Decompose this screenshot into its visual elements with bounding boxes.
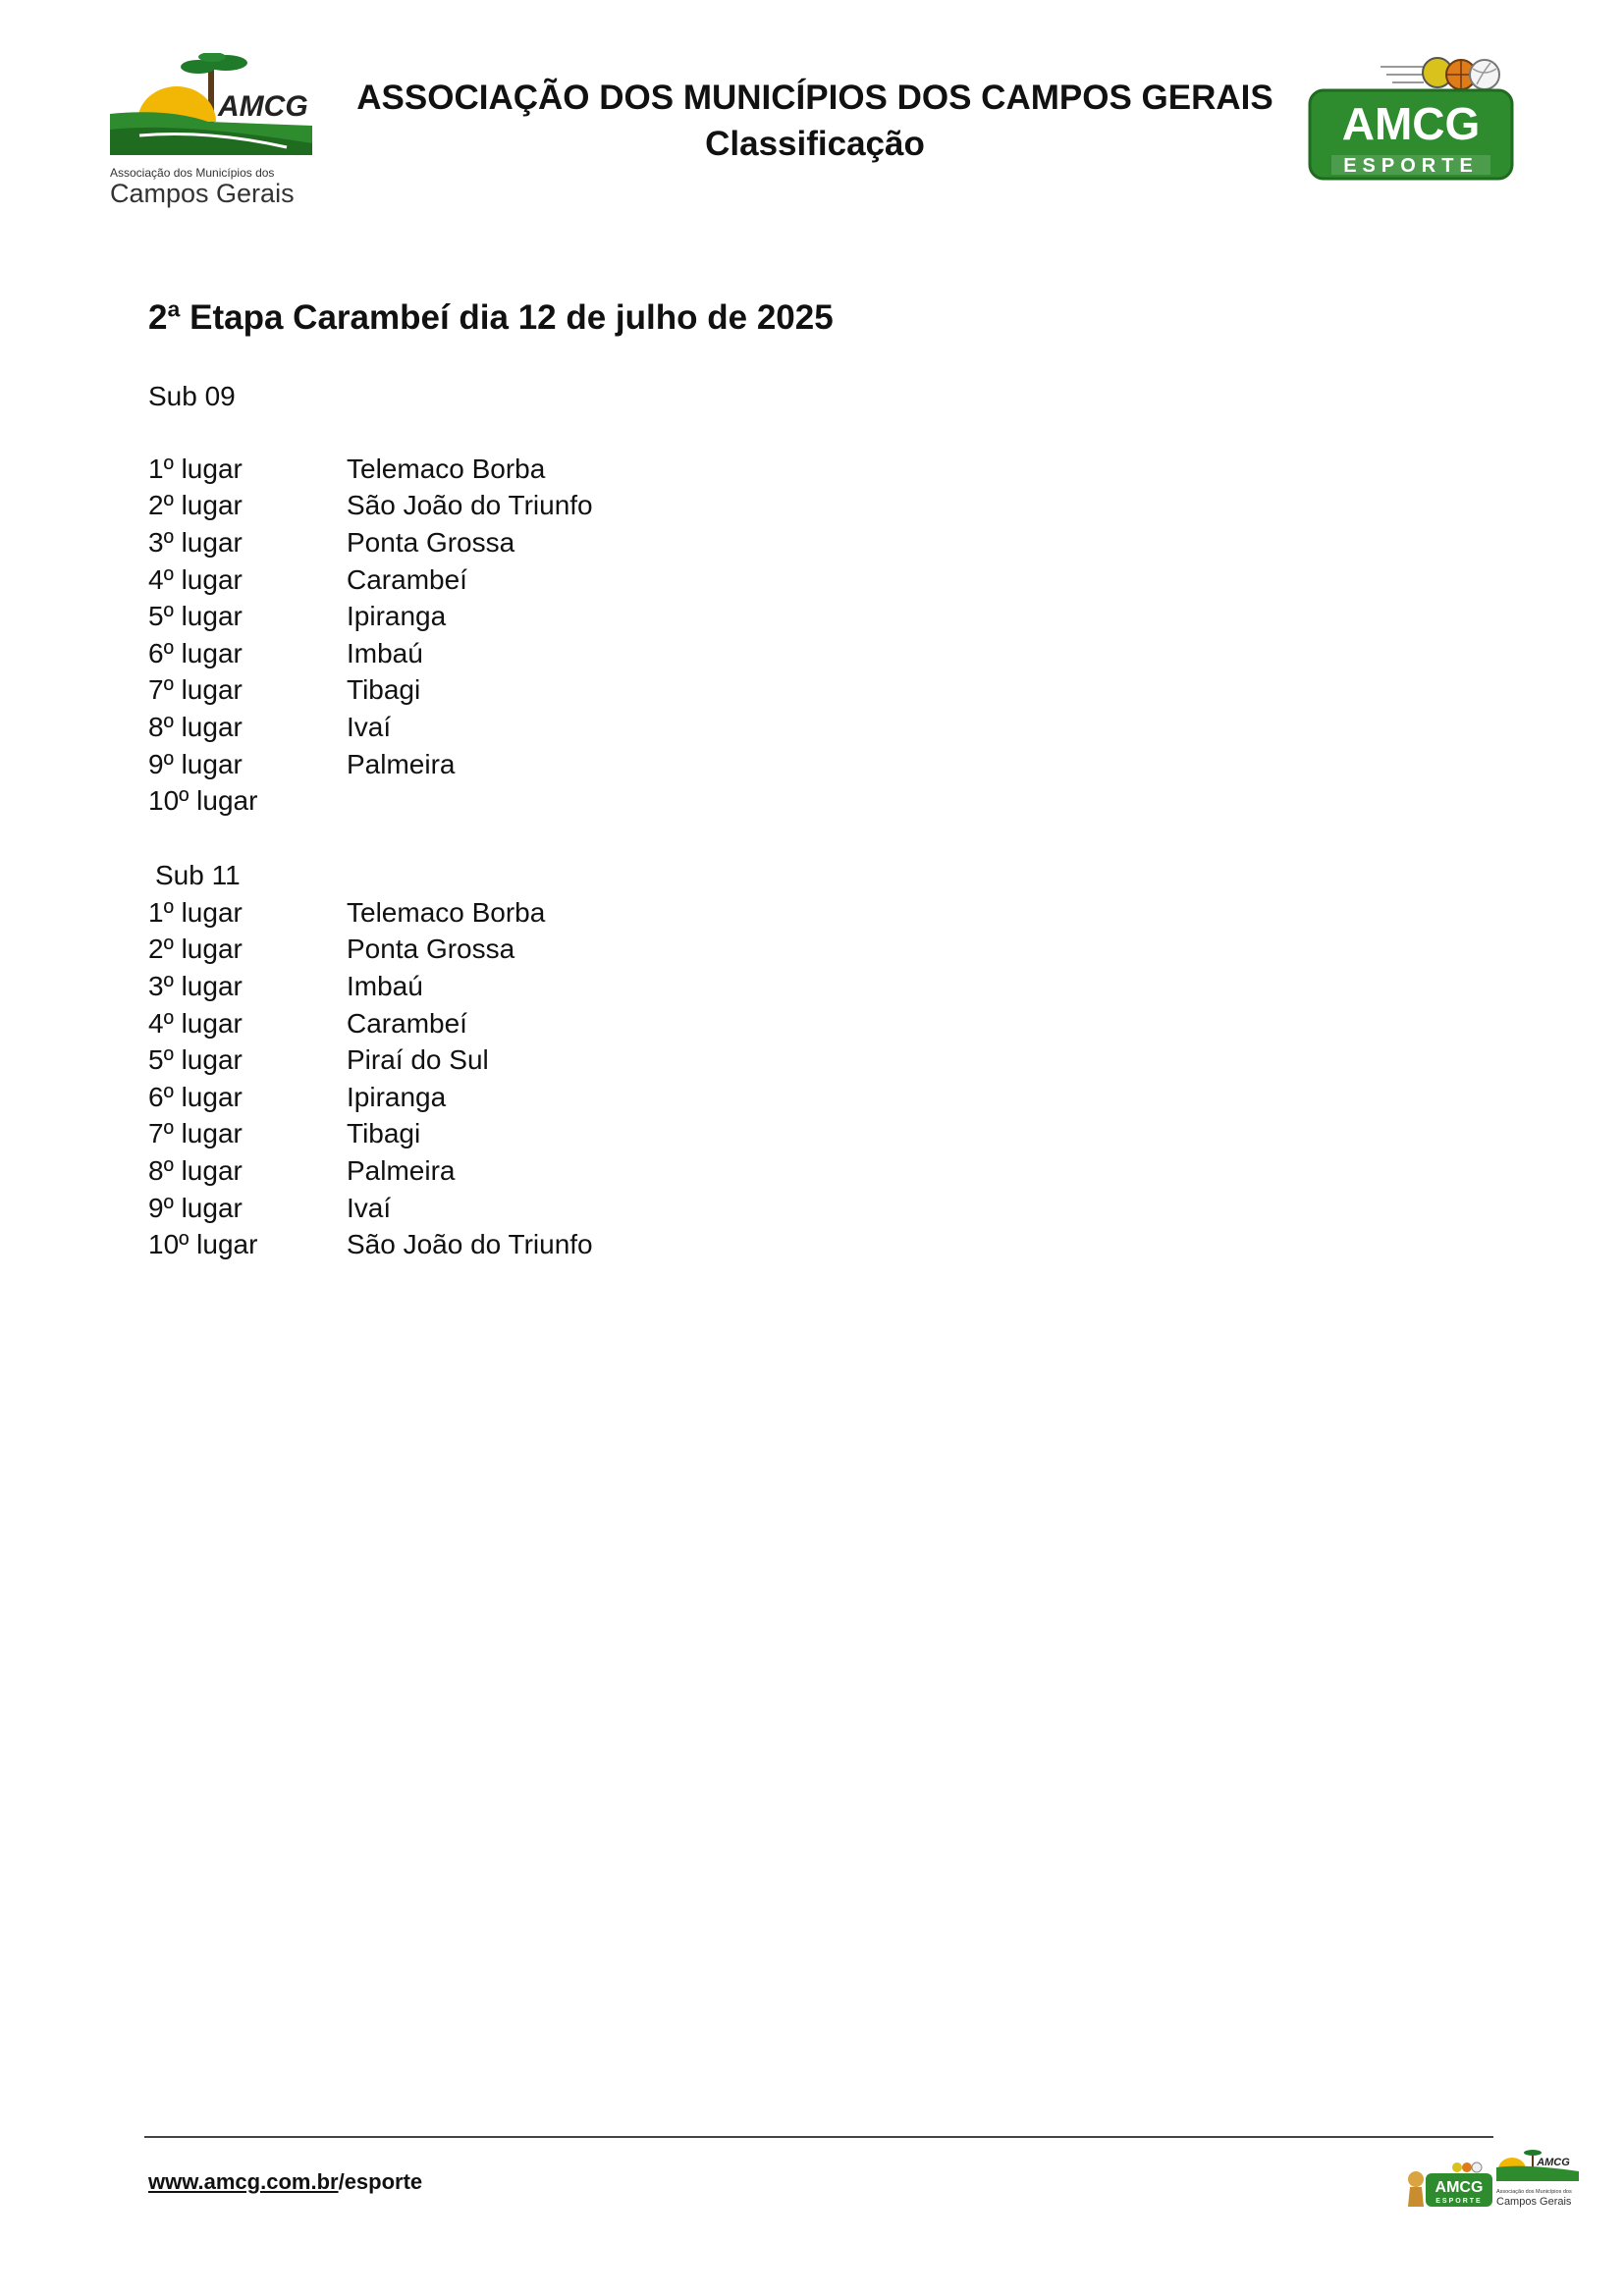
header-subtitle: Classificação [705,125,925,163]
team-name: Ponta Grossa [347,526,515,558]
team-name: Carambeí [347,1007,467,1039]
place-label: 7º lugar [148,674,243,706]
place-label: 10º lugar [148,785,258,817]
place-label: 8º lugar [148,1154,243,1186]
category-label-sub11: Sub 11 [155,860,241,890]
place-label: 7º lugar [148,1118,243,1149]
footer-assoc-line1: Associação dos Municípios dos [1496,2189,1572,2195]
left-logo-line1: Associação dos Municípios dos [110,166,275,180]
ranking-row [148,709,737,746]
ranking-row [148,782,737,820]
ranking-row [148,746,737,783]
place-label: 5º lugar [148,601,243,632]
ranking-row [148,1190,737,1227]
team-name: Ponta Grossa [347,934,515,965]
left-logo-brand: AMCG [218,90,308,123]
ranking-row [148,894,737,932]
team-name: Palmeira [347,1154,456,1186]
team-name: São João do Triunfo [347,1229,593,1260]
place-label: 2º lugar [148,934,243,965]
footer-assoc-line2: Campos Gerais [1496,2196,1572,2208]
place-label: 10º lugar [148,1229,258,1260]
ranking-row [148,1079,737,1116]
place-label: 8º lugar [148,711,243,742]
header-title: ASSOCIAÇÃO DOS MUNICÍPIOS DOS CAMPOS GERAIS [356,79,1273,117]
team-name: São João do Triunfo [347,490,593,521]
ranking-row [148,635,737,672]
mascot-icon [1408,2171,1424,2187]
ranking-row [148,524,737,561]
footer-link-path: /esporte [338,2169,423,2194]
ranking-list-sub09 [148,451,737,820]
team-name: Tibagi [347,1118,421,1149]
place-label: 9º lugar [148,1192,243,1223]
ranking-row [148,968,737,1005]
place-label: 9º lugar [148,748,243,779]
left-logo-line2: Campos Gerais [110,179,295,208]
footer-link-domain: www.amcg.com.br [148,2169,339,2194]
category-label-sub09: Sub 09 [148,381,236,411]
footer-logos [1406,2150,1579,2220]
amcg-association-logo [110,53,312,210]
ranking-row [148,1116,737,1153]
footer-divider [144,2136,1493,2138]
ranking-row [148,561,737,599]
footer-esporte-brand: AMCG [1435,2179,1484,2196]
team-name: Ipiranga [347,1081,447,1112]
team-name: Tibagi [347,674,421,706]
team-name: Imbaú [347,637,423,668]
volleyball-icon [1470,60,1499,89]
ranking-row [148,1152,737,1190]
place-label: 4º lugar [148,1007,243,1039]
amcg-esporte-logo [1308,53,1514,183]
team-name: Ivaí [347,1192,392,1223]
place-label: 6º lugar [148,1081,243,1112]
ranking-row [148,1041,737,1079]
ranking-row [148,488,737,525]
right-logo-brand: AMCG [1341,98,1481,149]
ranking-row [148,932,737,969]
place-label: 3º lugar [148,970,243,1001]
footer-assoc-brand: AMCG [1537,2157,1570,2168]
team-name: Piraí do Sul [347,1044,489,1076]
place-label: 1º lugar [148,896,243,928]
team-name: Telemaco Borba [347,896,546,928]
place-label: 2º lugar [148,490,243,521]
footer-website-link[interactable] [148,2169,422,2195]
ranking-row [148,598,737,635]
place-label: 5º lugar [148,1044,243,1076]
team-name: Palmeira [347,748,456,779]
place-label: 1º lugar [148,453,243,484]
ranking-row [148,1226,737,1263]
stage-heading: 2ª Etapa Carambeí dia 12 de julho de 2025 [148,298,834,337]
place-label: 6º lugar [148,637,243,668]
footer-esporte-sub: ESPORTE [1435,2198,1483,2205]
ranking-row [148,672,737,710]
team-name: Ipiranga [347,601,447,632]
team-name: Carambeí [347,563,467,595]
place-label: 4º lugar [148,563,243,595]
team-name: Telemaco Borba [347,453,546,484]
place-label: 3º lugar [148,526,243,558]
team-name: Ivaí [347,711,392,742]
ranking-list-sub11 [148,894,737,1263]
team-name: Imbaú [347,970,423,1001]
right-logo-sub: ESPORTE [1343,155,1479,177]
ranking-row [148,451,737,488]
ranking-row [148,1005,737,1042]
